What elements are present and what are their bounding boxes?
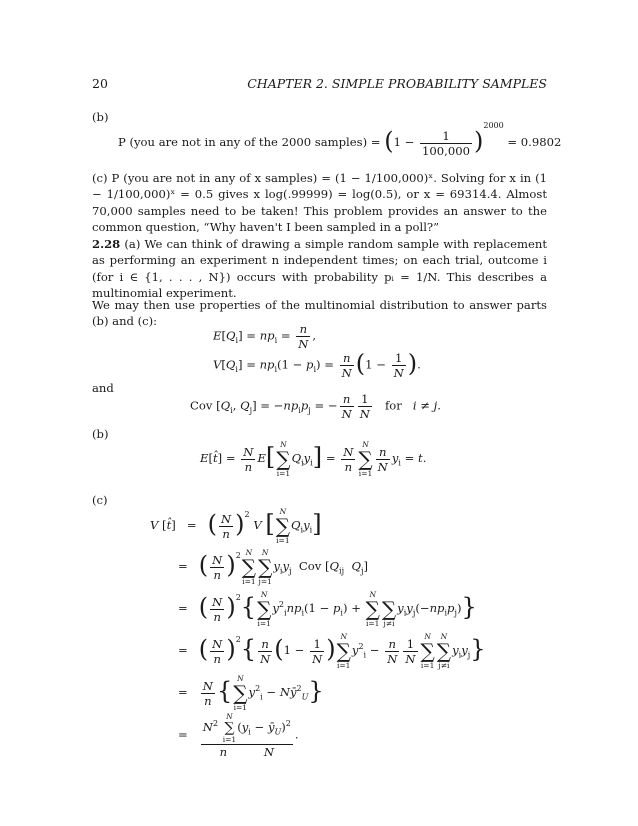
covariance-qi-qj: Cov [$Q_i$, $Q_j] = -np_ip_j$ = − $\frac{n}{N}$ $\frac{1}{N}$ for i ≠ j.: [190, 392, 441, 421]
and-label: and: [92, 381, 114, 395]
part-b-label: (b): [92, 110, 109, 124]
eq1-one-minus: 1 −: [393, 135, 415, 149]
expectation-qi: $E[Q_i] = np_i$ = $\frac{n}{N}$ ,: [213, 322, 317, 351]
eq1-fraction: $\frac{1}{100,000}$: [422, 128, 470, 158]
eq1-lhs: P (you are not in any of the 2000 samples) =: [118, 135, 381, 149]
variance-qi: $V[Q_i] = np_i(1 - p_i)$ = $\frac{n}{N}$ (1 − $\frac{1}{N}$ ).: [213, 349, 421, 380]
page-number: 20: [92, 76, 108, 91]
variance-line-5: = $\frac{N}{n}$ { N ∑ i=1 $y^2_i$ − $Nȳ^2_U$}: [178, 674, 324, 712]
paragraph-multinomial: We may then use properties of the multinomial distribution to answer parts (b) and (c):: [92, 298, 547, 329]
expectation-t-hat: E[t̂] = $\frac{N}{n}$ E[ N ∑ i=1 $Q_iy_i$] = $\frac{N}{n}$ N ∑ i=1 $\frac{n}{N}$ $y_i = t$.: [200, 440, 427, 478]
variance-line-6: = $N^2$ N ∑ i=1 ($y_i$ − $ȳ_U)^2$ n N .: [178, 712, 299, 759]
part-b-label-2: (b): [92, 427, 109, 441]
paragraph-2-28: 2.28 (a) We can think of drawing a simple random sample with replacement as performing an experiment n independent times; on each trial, outcome i (for i ∈ {1, . . . , N}) occurs with probability pᵢ = 1/N. This describes a multinomial experiment.: [92, 237, 547, 300]
paragraph-part-c: (c) P (you are not in any of x samples) = (1 − 1/100,000)ˣ. Solving for x in (1 − 1/100,000)ˣ = 0.5 gives x log(.99999) = log(0.5), or x = 69314.4. Almost 70,000 samples need to be taken! This problem provides an answer to the common question, “Why haven't I been sampled in a poll?”: [92, 171, 547, 234]
variance-line-3: = ( $\frac{N}{n}$ )$^2${ N ∑ i=1 $y^2_inp_i(1 - p_i)$ + N ∑ i=1 ∑ j≠i $y_iy_j(-np_ip_j)$}: [178, 590, 477, 628]
variance-line-2: = ( $\frac{N}{n}$ )$^2$ N ∑ i=1 N ∑ j=1 $y_iy_j$ Cov [$Q_{ij}$ $Q_j$]: [178, 548, 368, 586]
eq1-exponent: 2000: [483, 121, 504, 130]
part-c-label-2: (c): [92, 493, 108, 507]
problem-number: 2.28: [92, 237, 121, 251]
equation-1: P (you are not in any of the 2000 samples) = (1 − $\frac{1}{100,000}$ )$^{2000}$ = 0.9802: [118, 121, 562, 158]
variance-line-4: = ( $\frac{N}{n}$ )$^2${ $\frac{n}{N}$ (1 − $\frac{1}{N}$ ) N ∑ i=1 $y^2_i$ − $\frac{n}{N}$ $\frac{1}{N}$ N ∑ i=1 N ∑ j≠i $y_iy_j$}: [178, 632, 486, 670]
chapter-title: CHAPTER 2. SIMPLE PROBABILITY SAMPLES: [247, 76, 547, 91]
variance-line-1: V [t̂] = ( $\frac{N}{n}$ )$^2$ V [ N ∑ i=1 $Q_iy_i$]: [150, 507, 322, 545]
eq1-result: = 0.9802: [507, 135, 562, 149]
